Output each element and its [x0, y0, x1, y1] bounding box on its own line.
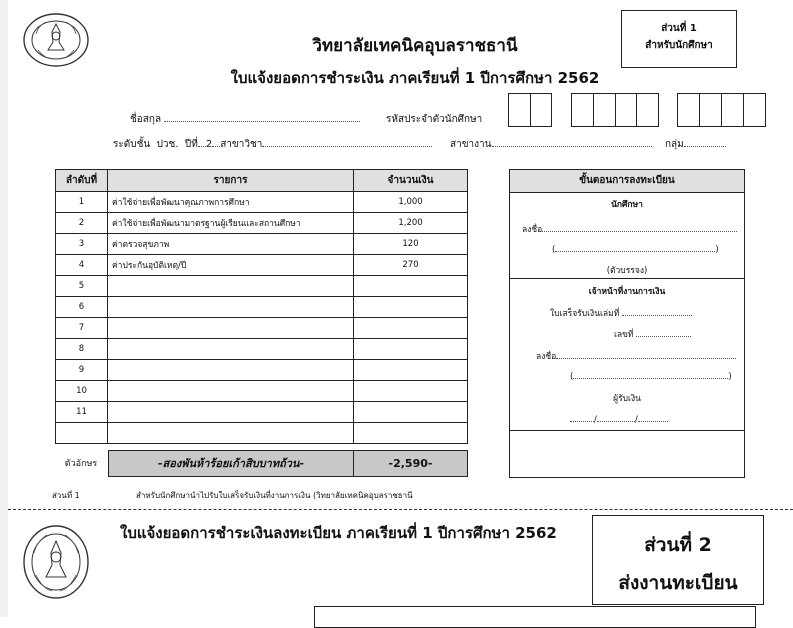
fee-row: [56, 339, 468, 360]
student-sign-field[interactable]: [542, 222, 737, 232]
level-row: [113, 137, 432, 152]
fee-row-item: [108, 276, 354, 297]
date-year-field[interactable]: [638, 412, 668, 422]
name-label: ชื่อสกุล: [130, 114, 162, 125]
fee-row-amount: 1,200: [354, 213, 468, 234]
fee-row-amount: [354, 318, 468, 339]
fee-row-amount: [354, 297, 468, 318]
fee-row-number: [56, 423, 108, 444]
section-2-info-box: [314, 606, 756, 628]
fee-row-amount: 270: [354, 255, 468, 276]
fee-row-number: 8: [56, 339, 108, 360]
receipt-book-line: ใบเสร็จรับเงินเล่มที่: [550, 306, 692, 320]
student-name-row: [130, 112, 360, 127]
fee-row-item: ค่าใช้จ่ายเพื่อพัฒนามาตรฐานผู้เรียนและสถานศึกษา: [108, 213, 354, 234]
header-item: รายการ: [108, 170, 354, 192]
group-field[interactable]: [684, 137, 726, 147]
year-label: ปีที่: [184, 139, 198, 150]
fee-row-amount: [354, 360, 468, 381]
fee-row: [56, 423, 468, 444]
registration-steps-box: [509, 169, 745, 478]
fee-row-amount: 1,000: [354, 192, 468, 213]
notice-title: ใบแจ้งยอดการชำระเงิน ภาคเรียนที่ 1 ปีการศึกษา 2562: [230, 69, 600, 87]
level-label: ระดับชั้น: [113, 139, 151, 150]
fee-row-number: 5: [56, 276, 108, 297]
fee-row-item: ค่าประกันอุบัติเหตุ/ปี: [108, 255, 354, 276]
fee-row: [56, 318, 468, 339]
total-amount: -2,590-: [353, 450, 468, 477]
fee-row-item: [108, 339, 354, 360]
part-2-box: [592, 515, 764, 605]
fee-row: [56, 192, 468, 213]
part-1-box: [621, 10, 737, 68]
fee-row-number: 10: [56, 381, 108, 402]
fee-row: [56, 213, 468, 234]
fee-row-amount: 120: [354, 234, 468, 255]
level-value: ปวช.: [156, 139, 179, 150]
header-no: ลำดับที่: [56, 170, 108, 192]
footer-part-label: ส่วนที่ 1: [52, 491, 80, 500]
fee-row-amount: [354, 339, 468, 360]
receiver-label: ผู้รับเงิน: [613, 394, 641, 404]
fee-row-amount: [354, 423, 468, 444]
fee-row-amount: [354, 402, 468, 423]
student-sign-line: ลงชื่อ: [522, 222, 737, 236]
fee-row-item: [108, 423, 354, 444]
cut-line: [8, 509, 793, 510]
fee-row-number: 1: [56, 192, 108, 213]
section-2-title: ใบแจ้งยอดการชำระเงินลงทะเบียน ภาคเรียนที่ 1 ปีการศึกษา 2562: [120, 524, 557, 542]
year-value: 2: [205, 139, 213, 150]
fee-row-amount: [354, 276, 468, 297]
group-row: [665, 137, 726, 152]
finance-sign-line: ลงชื่อ: [536, 349, 736, 363]
fee-row-item: ค่าใช้จ่ายเพื่อพัฒนาคุณภาพการศึกษา: [108, 192, 354, 213]
receipt-book-field[interactable]: [622, 306, 692, 316]
fees-table: [55, 169, 468, 444]
part-2-destination: ส่งงานทะเบียน: [618, 572, 738, 594]
group-label: กลุ่ม: [665, 139, 684, 150]
fee-row-number: 9: [56, 360, 108, 381]
student-id-label: รหัสประจำตัวนักศึกษา: [386, 114, 483, 125]
fee-row-number: 6: [56, 297, 108, 318]
fee-row-number: 2: [56, 213, 108, 234]
major-field[interactable]: [262, 137, 432, 147]
amount-in-words: -สองพันห้าร้อยเก้าสิบบาทถ้วน-: [108, 450, 354, 477]
words-label: ตัวอักษร: [64, 459, 98, 469]
date-month-field[interactable]: [597, 412, 635, 422]
fees-table-body: [56, 192, 468, 444]
finance-heading: เจ้าหน้าที่งานการเงิน: [588, 287, 666, 297]
fee-row-item: [108, 381, 354, 402]
receipt-number-line: เลขที่: [614, 327, 691, 341]
work-row: [450, 137, 652, 152]
fee-row-number: 7: [56, 318, 108, 339]
fee-row-number: 4: [56, 255, 108, 276]
page-margin-strip: [0, 0, 8, 617]
guardian-note: (ตัวบรรจง): [606, 266, 648, 276]
college-name: วิทยาลัยเทคนิคอุบลราชธานี: [312, 36, 518, 56]
student-printed-name-field[interactable]: [555, 242, 715, 252]
fee-row: [56, 381, 468, 402]
student-name-paren: ( ): [552, 242, 719, 255]
finance-name-paren: ( ): [570, 369, 732, 382]
fee-row-item: [108, 318, 354, 339]
part-2-label: ส่วนที่ 2: [644, 534, 712, 556]
steps-title: ขั้นตอนการลงทะเบียน: [510, 170, 744, 193]
fee-row-item: [108, 402, 354, 423]
receipt-number-field[interactable]: [636, 327, 691, 337]
student-id-box-2[interactable]: [571, 93, 659, 127]
work-label: สาขางาน: [450, 139, 492, 150]
fee-row-amount: [354, 381, 468, 402]
fee-row: [56, 234, 468, 255]
fee-row: [56, 276, 468, 297]
fee-row-item: [108, 297, 354, 318]
student-id-box-3[interactable]: [677, 93, 766, 127]
student-heading: นักศึกษา: [611, 200, 643, 210]
fee-row-item: [108, 360, 354, 381]
college-seal-icon: [22, 12, 90, 68]
major-label: สาขาวิชา: [220, 139, 263, 150]
college-seal-icon-2: [22, 523, 90, 601]
fee-row-item: ค่าตรวจสุขภาพ: [108, 234, 354, 255]
date-line: / /: [570, 412, 668, 425]
fee-row-number: 3: [56, 234, 108, 255]
finance-printed-name-field[interactable]: [573, 369, 728, 379]
fees-table-header: [56, 170, 468, 192]
header-amount: จำนวนเงิน: [354, 170, 468, 192]
footer-note: สำหรับนักศึกษานำไปรับใบเสร็จรับเงินที่งานการเงิน (วิทยาลัยเทคนิคอุบลราชธานี: [136, 491, 413, 500]
part-1-for: สำหรับนักศึกษา: [645, 40, 713, 51]
name-field[interactable]: [164, 112, 360, 122]
date-day-field[interactable]: [570, 412, 594, 422]
fee-row: [56, 255, 468, 276]
work-field[interactable]: [492, 137, 652, 147]
fee-row: [56, 360, 468, 381]
fee-row: [56, 402, 468, 423]
student-id-box-1[interactable]: [508, 93, 552, 127]
finance-sign-field[interactable]: [556, 349, 736, 359]
part-1-label: ส่วนที่ 1: [661, 23, 697, 34]
fee-row-number: 11: [56, 402, 108, 423]
fee-row: [56, 297, 468, 318]
